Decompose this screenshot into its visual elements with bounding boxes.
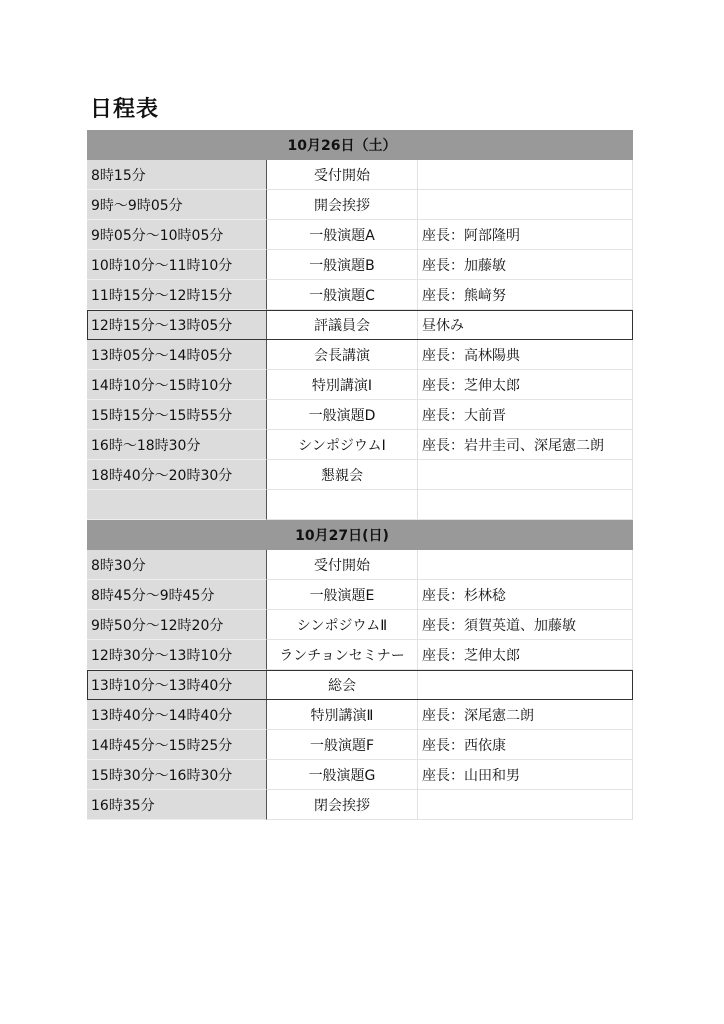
- time-cell: 13時05分〜14時05分: [87, 340, 266, 370]
- time-cell: 8時30分: [87, 550, 266, 580]
- chair-cell: 座長：須賀英道、加藤敏: [418, 610, 633, 640]
- event-cell: 特別講演Ⅱ: [266, 700, 418, 730]
- header-spacer: [418, 520, 633, 550]
- event-cell: 一般演題C: [266, 280, 418, 310]
- table-row: [87, 250, 633, 280]
- time-cell: 16時〜18時30分: [87, 430, 266, 460]
- time-cell: 11時15分〜12時15分: [87, 280, 266, 310]
- table-row: [87, 790, 633, 820]
- table-row: [87, 190, 633, 220]
- day2-header-row: [87, 520, 633, 550]
- event-cell: 会長講演: [266, 340, 418, 370]
- event-cell: ランチョンセミナー: [266, 640, 418, 670]
- chair-cell: 座長：深尾憲二朗: [418, 700, 633, 730]
- table-row: [87, 160, 633, 190]
- table-row-highlighted: [87, 670, 633, 700]
- day1-date: 10月26日（土）: [287, 138, 397, 154]
- page-title: 日程表: [90, 97, 160, 122]
- time-cell: 12時30分〜13時10分: [87, 640, 266, 670]
- day2-date: 10月27日(日): [295, 528, 389, 544]
- day1-header-row: [87, 130, 633, 160]
- table-row: [87, 280, 633, 310]
- chair-cell: 座長：山田和男: [418, 760, 633, 790]
- chair-cell: 座長：高林陽典: [418, 340, 633, 370]
- time-cell: 10時10分〜11時10分: [87, 250, 266, 280]
- empty-cell: [266, 490, 418, 520]
- chair-cell: 座長：芝伸太郎: [418, 370, 633, 400]
- event-cell: 一般演題F: [266, 730, 418, 760]
- chair-cell: [418, 790, 633, 820]
- event-cell: 開会挨拶: [266, 190, 418, 220]
- event-cell: シンポジウムⅠ: [266, 430, 418, 460]
- event-cell: 一般演題B: [266, 250, 418, 280]
- table-row: [87, 370, 633, 400]
- chair-cell: 座長：杉林稔: [418, 580, 633, 610]
- time-cell: 13時40分〜14時40分: [87, 700, 266, 730]
- chair-cell: [418, 460, 633, 490]
- empty-cell: [418, 490, 633, 520]
- chair-cell: 座長：大前晋: [418, 400, 633, 430]
- event-cell: 受付開始: [266, 160, 418, 190]
- table-row: [87, 430, 633, 460]
- event-cell: シンポジウムⅡ: [266, 610, 418, 640]
- chair-cell: 座長：芝伸太郎: [418, 640, 633, 670]
- empty-cell: [87, 490, 266, 520]
- schedule-table: [87, 130, 633, 820]
- table-row: [87, 400, 633, 430]
- event-cell: 一般演題G: [266, 760, 418, 790]
- header-spacer: [87, 130, 266, 160]
- header-spacer: [418, 130, 633, 160]
- time-cell: 14時10分〜15時10分: [87, 370, 266, 400]
- event-cell: 閉会挨拶: [266, 790, 418, 820]
- chair-cell: 座長：岩井圭司、深尾憲二朗: [418, 430, 633, 460]
- chair-cell: [418, 190, 633, 220]
- event-cell: 受付開始: [266, 550, 418, 580]
- chair-cell: 座長：阿部隆明: [418, 220, 633, 250]
- time-cell: 9時05分〜10時05分: [87, 220, 266, 250]
- table-row: [87, 580, 633, 610]
- chair-cell: [418, 550, 633, 580]
- table-row: [87, 640, 633, 670]
- event-cell: 懇親会: [266, 460, 418, 490]
- table-row: [87, 730, 633, 760]
- time-cell: 8時45分〜9時45分: [87, 580, 266, 610]
- chair-cell: 座長：熊﨑努: [418, 280, 633, 310]
- table-row: [87, 460, 633, 490]
- chair-cell: [418, 160, 633, 190]
- event-cell: 一般演題D: [266, 400, 418, 430]
- time-cell: 14時45分〜15時25分: [87, 730, 266, 760]
- table-row-highlighted: [87, 310, 633, 340]
- event-cell: 一般演題E: [266, 580, 418, 610]
- table-row: [87, 220, 633, 250]
- table-spacer-row: [87, 490, 633, 520]
- event-cell: 総会: [266, 670, 418, 700]
- time-cell: 12時15分〜13時05分: [87, 310, 266, 340]
- table-row: [87, 550, 633, 580]
- time-cell: 16時35分: [87, 790, 266, 820]
- time-cell: 9時〜9時05分: [87, 190, 266, 220]
- table-row: [87, 760, 633, 790]
- time-cell: 13時10分〜13時40分: [87, 670, 266, 700]
- time-cell: 9時50分〜12時20分: [87, 610, 266, 640]
- time-cell: 15時30分〜16時30分: [87, 760, 266, 790]
- chair-cell: 昼休み: [418, 310, 633, 340]
- chair-cell: 座長：加藤敏: [418, 250, 633, 280]
- header-spacer: [87, 520, 266, 550]
- event-cell: 特別講演Ⅰ: [266, 370, 418, 400]
- table-row: [87, 340, 633, 370]
- time-cell: 8時15分: [87, 160, 266, 190]
- table-row: [87, 700, 633, 730]
- event-cell: 評議員会: [266, 310, 418, 340]
- time-cell: 18時40分〜20時30分: [87, 460, 266, 490]
- event-cell: 一般演題A: [266, 220, 418, 250]
- time-cell: 15時15分〜15時55分: [87, 400, 266, 430]
- table-row: [87, 610, 633, 640]
- chair-cell: 座長：西依康: [418, 730, 633, 760]
- chair-cell: [418, 670, 633, 700]
